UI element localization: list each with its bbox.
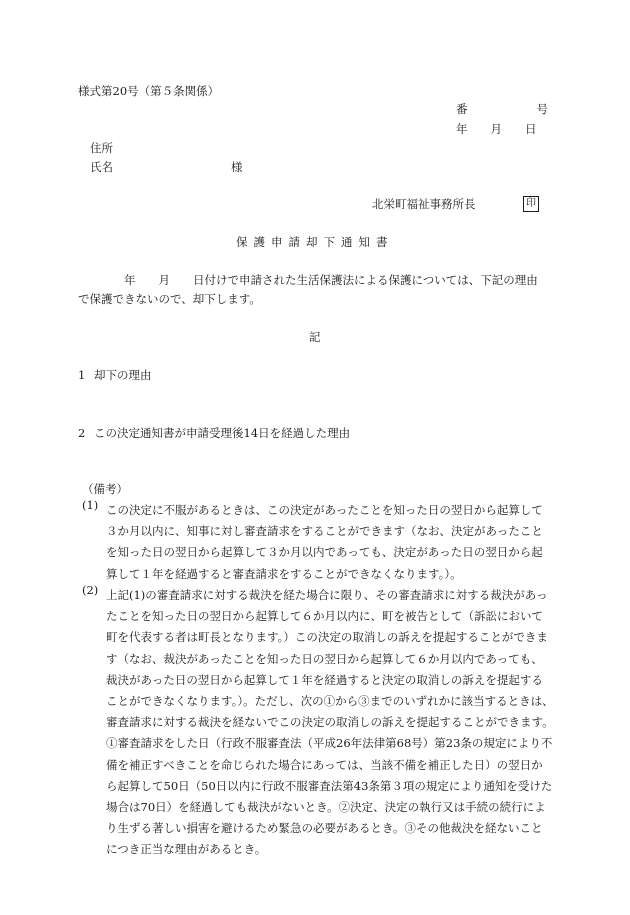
- addressee-address-label: 住所: [90, 141, 113, 155]
- remark-note-1-text: この決定に不服があるときは、この決定があったことを知った日の翌日から起算して３か月以内に、知事に対し審査請求をすることができます（なお、決定があったことを知った日の翌日から起算して３か月以内であっても、決定があった日の翌日から起算して１年を経過すると審査請求をすることができなくなります。）。: [106, 503, 543, 581]
- body-line-2: で保護できないので、却下します。: [78, 292, 261, 306]
- item-1-number: 1: [78, 368, 86, 382]
- remark-note-2: [82, 585, 554, 861]
- remark-note-1: [82, 500, 554, 585]
- remarks-heading: （備考）: [82, 482, 128, 496]
- remark-note-2-number: (2): [82, 583, 99, 597]
- document-number-label: 番 号: [456, 102, 548, 116]
- body-line-1: 年 月 日付けで申請された生活保護法による保護については、下記の理由: [124, 273, 538, 287]
- item-1-text: 却下の理由: [94, 368, 152, 382]
- remark-note-1-number: (1): [82, 498, 99, 512]
- addressee-honorific: 様: [231, 160, 243, 174]
- item-2-text: この決定通知書が申請受理後14日を経過した理由: [94, 426, 351, 440]
- document-date-label: 年 月 日: [456, 122, 537, 136]
- issuer-seal: 印: [523, 196, 539, 212]
- form-number: 様式第20号（第５条関係）: [78, 84, 220, 98]
- addressee-name-label: 氏名: [90, 160, 113, 174]
- ki-heading: 記: [309, 330, 321, 344]
- document-title: 保護申請却下通知書: [236, 235, 394, 249]
- item-2-number: 2: [78, 426, 86, 440]
- issuer-name: 北栄町福祉事務所長: [372, 197, 476, 211]
- remark-note-2-text: 上記(1)の審査請求に対する裁決を経た場合に限り、その審査請求に対する裁決があったことを知った日の翌日から起算して６か月以内に、町を被告として（訴訟において町を代表する者は町長となります。）この決定の取消しの訴えを提起することができます（なお、裁決があったことを知った日の翌日から起算して６か月以内であっても、裁決があった日の翌日から起算して１年を経過すると決定の取消しの訴えを提起することができなくなります。）。ただし、次の①から③までのいずれかに該当するときは、審査請求に対する裁決を経ないでこの決定の取消しの訴えを提起することができます。①審査請求をした日（行政不服審査法（平成26年法律第68号）第23条の規定により不備を補正すべきことを命じられた場合にあっては、当該不備を補正した日）の翌日から起算して50日（50日以内に行政不服審査法第43条第３項の規定により通知を受けた場合は70日）を経過しても裁決がないとき。②決定、決定の執行又は手続の続行により生ずる著しい損害を避けるため緊急の必要があるとき。③その他裁決を経ないことにつき正当な理由があるとき。: [106, 588, 554, 857]
